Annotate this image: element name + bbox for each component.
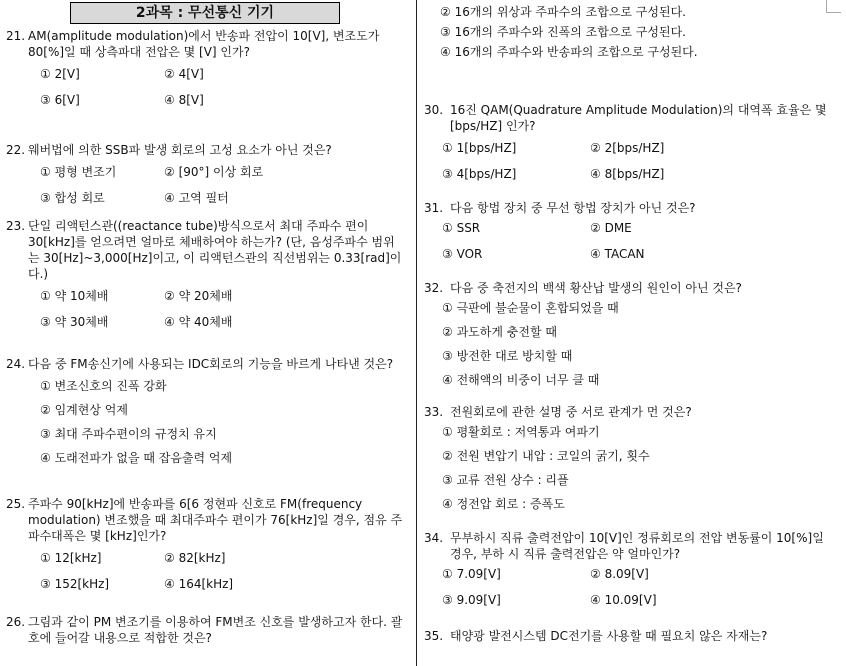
- question-25: [6, 496, 406, 592]
- question-24: [6, 356, 406, 474]
- option-2[interactable]: ② 임계현상 억제: [40, 403, 128, 417]
- question-stem: 무부하시 직류 출력전압이 10[V]인 정류회로의 전압 변동률이 10[%]일 경우, 부하 시 직류 출력전압은 약 얼마인가?: [450, 531, 824, 561]
- option-4[interactable]: ④ TACAN: [590, 247, 645, 261]
- option-1[interactable]: ① 2[V]: [40, 67, 80, 81]
- question-34: [424, 530, 828, 608]
- question-stem: 그림과 같이 PM 변조기를 이용하여 FM변조 신호를 발생하고자 한다. 괄호에 들어갈 내용으로 적합한 것은?: [28, 615, 403, 645]
- option-3[interactable]: ③ 최대 주파수편이의 규정치 유지: [40, 427, 217, 441]
- option-1[interactable]: ① 약 10체배: [40, 289, 109, 303]
- option-1[interactable]: ① 12[kHz]: [40, 551, 102, 565]
- option-3[interactable]: ③ VOR: [442, 247, 483, 261]
- option-2[interactable]: ② 2[bps/HZ]: [590, 141, 665, 155]
- question-number: 31.: [424, 201, 444, 215]
- option-2[interactable]: ② 8.09[V]: [590, 567, 649, 581]
- option-4[interactable]: ④ 전해액의 비중이 너무 클 때: [442, 373, 600, 387]
- question-31: [424, 200, 828, 262]
- question-stem: 주파수 90[kHz]에 반송파를 6[6 정현파 신호로 FM(frequency modulation) 변조했을 때 최대주파수 편이가 76[kHz]일 경우, 점유 주파수대폭은 몇 [kHz]인가?: [28, 497, 403, 543]
- question-23: [6, 218, 406, 330]
- page-corner-mark: [826, 0, 841, 13]
- question-number: 26.: [6, 615, 26, 629]
- question-stem: 태양광 발전시스템 DC전기를 사용할 때 필요치 않은 자재는?: [450, 629, 768, 643]
- question-32: [424, 280, 828, 396]
- option-1[interactable]: ① 극판에 불순물이 혼합되었을 때: [442, 301, 619, 315]
- option-3[interactable]: ③ 교류 전원 상수 : 리플: [442, 473, 569, 487]
- question-number: 34.: [424, 531, 444, 545]
- option-2[interactable]: ② [90°] 이상 회로: [164, 165, 264, 179]
- option-4[interactable]: ④ 16개의 주파수와 반송파의 조합으로 구성된다.: [440, 45, 698, 59]
- option-3[interactable]: ③ 9.09[V]: [442, 593, 501, 607]
- option-3[interactable]: ③ 6[V]: [40, 93, 80, 107]
- question-number: 35.: [424, 629, 444, 643]
- question-number: 30.: [424, 103, 444, 117]
- option-1[interactable]: ① 평활회로 : 저역통과 여파기: [442, 425, 600, 439]
- option-4[interactable]: ④ 8[bps/HZ]: [590, 167, 665, 181]
- question-22: [6, 142, 406, 206]
- question-21: [6, 28, 406, 108]
- option-4[interactable]: ④ 10.09[V]: [590, 593, 657, 607]
- question-stem: AM(amplitude modulation)에서 반송파 전압이 10[V], 변조도가 80[%]일 때 상측파대 전압은 몇 [V] 인가?: [28, 29, 380, 59]
- option-3[interactable]: ③ 4[bps/HZ]: [442, 167, 517, 181]
- option-3[interactable]: ③ 16개의 주파수와 진폭의 조합으로 구성된다.: [440, 25, 686, 39]
- option-3[interactable]: ③ 약 30체배: [40, 315, 109, 329]
- option-4[interactable]: ④ 도래전파가 없을 때 잡음출력 억제: [40, 451, 233, 465]
- question-stem: 16진 QAM(Quadrature Amplitude Modulation)의 대역폭 효율은 몇[bps/HZ] 인가?: [450, 103, 827, 133]
- question-number: 21.: [6, 29, 26, 43]
- question-30: [424, 102, 828, 182]
- option-1[interactable]: ① 변조신호의 진폭 강화: [40, 379, 167, 393]
- question-number: 22.: [6, 143, 26, 157]
- question-number: 23.: [6, 219, 26, 233]
- option-3[interactable]: ③ 152[kHz]: [40, 577, 110, 591]
- question-stem: 다음 항법 장치 중 무선 항법 장치가 아닌 것은?: [450, 201, 696, 215]
- option-2[interactable]: ② DME: [590, 221, 632, 235]
- question-number: 33.: [424, 405, 444, 419]
- option-2[interactable]: ② 약 20체배: [164, 289, 233, 303]
- question-stem: 다음 중 FM송신기에 사용되는 IDC회로의 기능을 바르게 나타낸 것은?: [28, 357, 394, 371]
- option-4[interactable]: ④ 정전압 회로 : 증폭도: [442, 497, 565, 511]
- question-number: 25.: [6, 497, 26, 511]
- option-1[interactable]: ① 1[bps/HZ]: [442, 141, 517, 155]
- section-title: 2과목 : 무선통신 기기: [70, 2, 340, 24]
- question-stem: 단일 리액턴스관((reactance tube)방식으로서 최대 주파수 편이 30[kHz]를 얻으려면 얼마로 체배하여야 하는가? (단, 음성주파수 범위는 30[Hz]~3,000[Hz]이고, 이 리액턴스관의 직선범위는 0.33[rad]이다.): [28, 219, 402, 281]
- option-3[interactable]: ③ 방전한 대로 방치할 때: [442, 349, 573, 363]
- option-2[interactable]: ② 전원 변압기 내압 : 코일의 굵기, 횟수: [442, 449, 650, 463]
- question-stem: 전원회로에 관한 설명 중 서로 관계가 먼 것은?: [450, 405, 692, 419]
- option-4[interactable]: ④ 8[V]: [164, 93, 204, 107]
- question-35: [424, 628, 828, 644]
- option-2[interactable]: ② 16개의 위상과 주파수의 조합으로 구성된다.: [440, 5, 686, 19]
- question-26: [6, 614, 406, 646]
- option-4[interactable]: ④ 고역 필터: [164, 191, 229, 205]
- option-1[interactable]: ① 평형 변조기: [40, 165, 117, 179]
- option-4[interactable]: ④ 약 40체배: [164, 315, 233, 329]
- question-stem: 다음 중 축전지의 백색 황산납 발생의 원인이 아닌 것은?: [450, 281, 742, 295]
- question-number: 24.: [6, 357, 26, 371]
- column-divider: [416, 0, 417, 666]
- option-3[interactable]: ③ 합성 회로: [40, 191, 105, 205]
- option-2[interactable]: ② 과도하게 충전할 때: [442, 325, 557, 339]
- question-29-continued: [424, 4, 824, 64]
- question-stem: 웨버법에 의한 SSB파 발생 회로의 고성 요소가 아닌 것은?: [28, 143, 332, 157]
- question-number: 32.: [424, 281, 444, 295]
- option-1[interactable]: ① SSR: [442, 221, 481, 235]
- option-2[interactable]: ② 82[kHz]: [164, 551, 226, 565]
- option-4[interactable]: ④ 164[kHz]: [164, 577, 234, 591]
- option-1[interactable]: ① 7.09[V]: [442, 567, 501, 581]
- question-33: [424, 404, 828, 520]
- option-2[interactable]: ② 4[V]: [164, 67, 204, 81]
